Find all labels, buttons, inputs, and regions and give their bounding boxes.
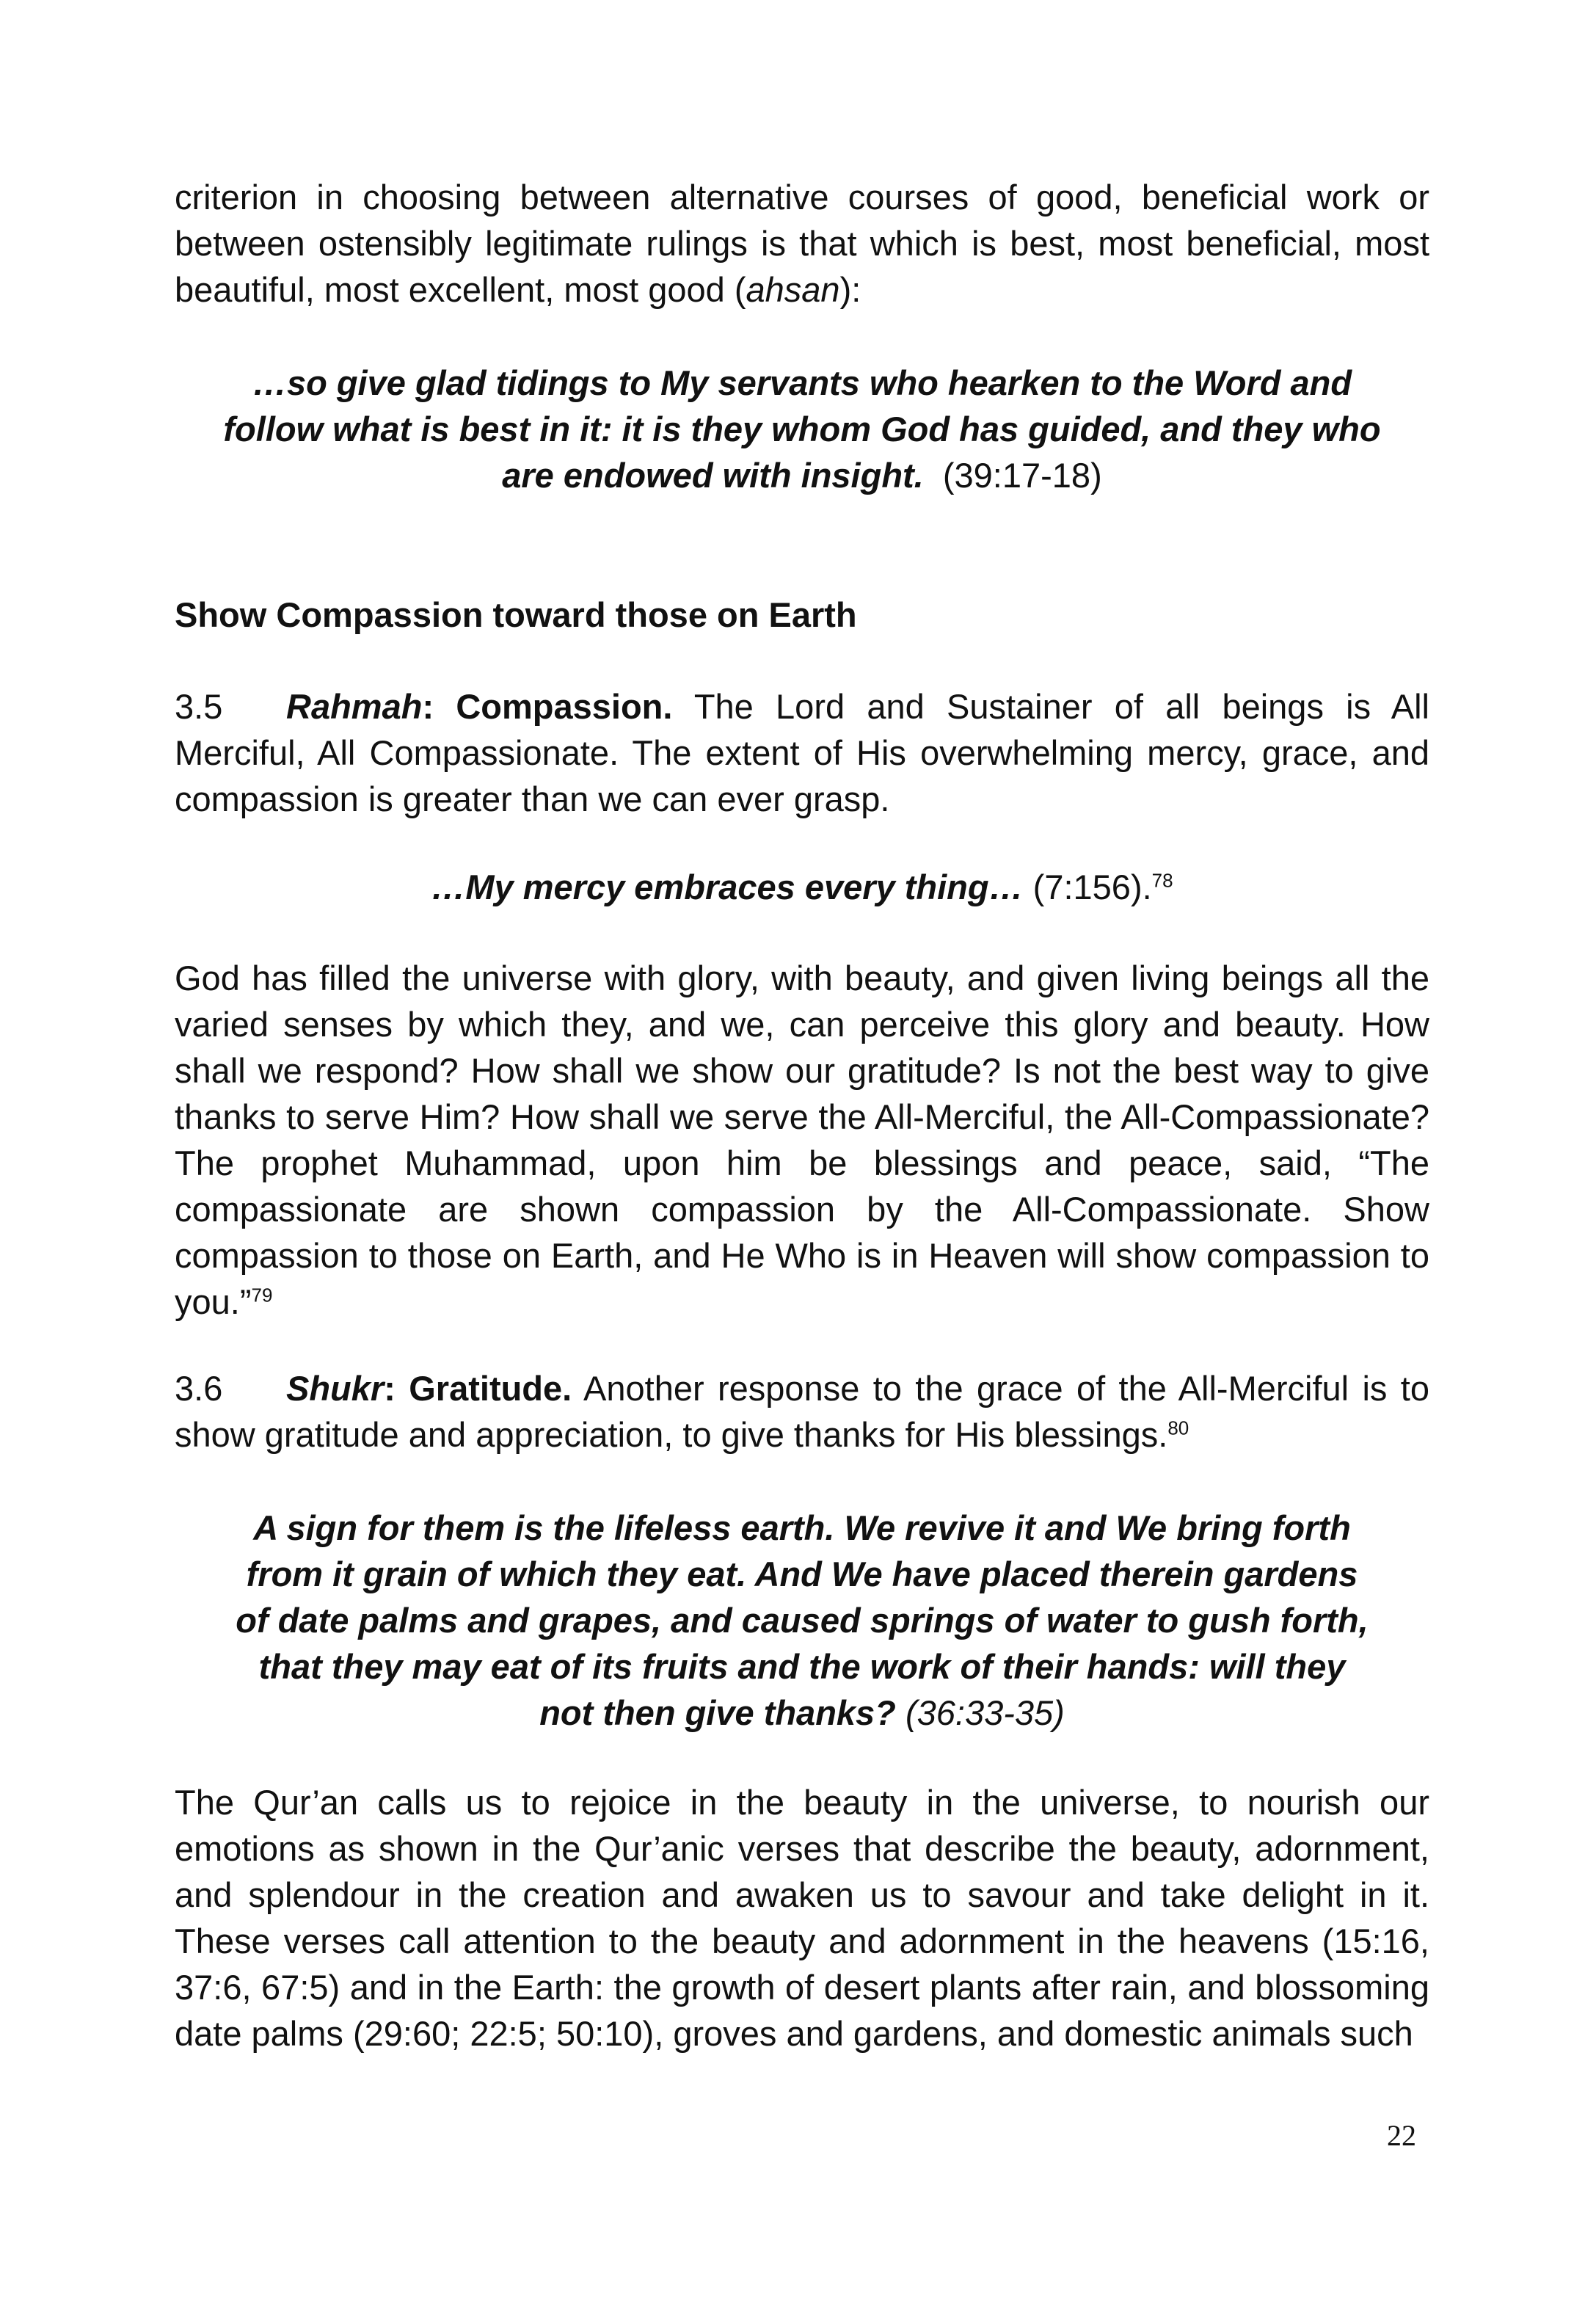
quote-line: follow what is best in it: it is they whom God has guided, and they who [223,410,1381,448]
quote-7-156 [175,864,1429,910]
quote-reference: (7:156). [1032,868,1152,906]
paragraph-text: The Qur’an calls us to rejoice in the beauty in the universe, to nourish our emotions as shown in the Qur’anic verses that describe the beauty, adornment, and splendour in the creation and awaken us to savour and take delight in it. These verses call attention to the beauty and adornment in the heavens (15:16, 37:6, 67:5) and in the Earth: the growth of desert plants after rain, and blossoming date palms (29:60; 22:5; 50:10), groves and gardens, and domestic animals such [175,1783,1429,2053]
section-term: Rahmah [286,687,423,726]
quote-last-line [175,1690,1429,1736]
footnote-marker: 78 [1151,869,1173,892]
intro-paragraph [175,174,1429,313]
glory-paragraph [175,955,1429,1325]
quote-line: not then give thanks? [539,1693,896,1732]
quote-line: from it grain of which they eat. And We have placed therein gardens [246,1555,1358,1593]
section-3-6-paragraph [175,1365,1429,1458]
section-colon: : [384,1369,396,1408]
section-heading: Show Compassion toward those on Earth [175,595,857,634]
quote-reference: (36:33-35) [905,1693,1065,1732]
page-number: 22 [1387,2119,1416,2152]
footnote-marker: 79 [251,1284,273,1306]
section-text: Another response to the grace of the All-Merciful is to show gratitude and appreciation, to give thanks for His blessings. [175,1369,1429,1454]
section-colon: : [422,687,434,726]
footnote-marker: 80 [1167,1417,1189,1439]
quote-text: …My mercy embraces every thing… [431,868,1024,906]
section-title: Compassion. [434,687,673,726]
section-number: 3.5 [175,687,223,726]
intro-term: ahsan [746,270,840,309]
quote-last-line [175,452,1429,498]
quote-reference: (39:17-18) [942,456,1102,495]
section-term: Shukr [286,1369,385,1408]
intro-text-after: ): [839,270,861,309]
quote-36-33 [175,1505,1429,1736]
quote-39-17 [175,360,1429,498]
section-number: 3.6 [175,1369,223,1408]
quote-line: are endowed with insight. [502,456,924,495]
section-title: Gratitude. [395,1369,572,1408]
quote-line: that they may eat of its fruits and the work of their hands: will they [258,1647,1346,1686]
quote-line: …so give glad tidings to My servants who hearken to the Word and [252,363,1352,402]
quote-line: A sign for them is the lifeless earth. We revive it and We bring forth [253,1508,1351,1547]
intro-text-before: criterion in choosing between alternative courses of good, beneficial work or between ostensibly legitimate rulings is that which is best, most beneficial, most beautiful, most excellent, most good ( [175,178,1429,309]
quran-paragraph [175,1779,1429,2057]
section-text: The Lord and Sustainer of all beings is All Merciful, All Compassionate. The extent of His overwhelming mercy, grace, and compassion is greater than we can ever grasp. [175,687,1429,818]
paragraph-text: God has filled the universe with glory, with beauty, and given living beings all the varied senses by which they, and we, can perceive this glory and beauty. How shall we respond? How shall we show our gratitude? Is not the best way to give thanks to serve Him? How shall we serve the All-Merciful, the All-Compassionate? The prophet Muhammad, upon him be blessings and peace, said, “The compassionate are shown compassion by the All-Compassionate. Show compassion to those on Earth, and He Who is in Heaven will show compassion to you.” [175,959,1429,1321]
quote-line: of date palms and grapes, and caused springs of water to gush forth, [236,1601,1369,1640]
section-3-5-paragraph [175,683,1429,822]
